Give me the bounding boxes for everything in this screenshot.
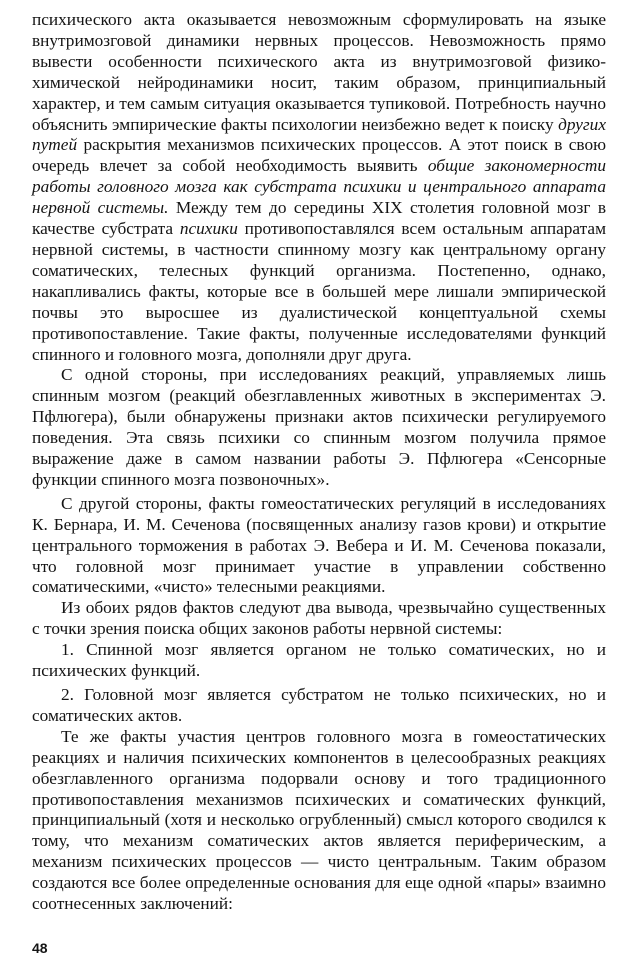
paragraph	[32, 685, 606, 727]
paragraph	[32, 598, 606, 640]
paragraph	[32, 727, 606, 915]
text-run: Между тем до середины XIX столетия головной мозг в качестве субстрата	[32, 198, 606, 239]
text-run: Из обоих рядов фактов следуют два вывода, чрезвычайно существенных с точки зрения поиска общих законов работы нервной системы:	[32, 598, 606, 639]
page-number: 48	[32, 940, 48, 956]
paragraph	[32, 365, 606, 490]
text-run: С одной стороны, при исследованиях реакций, управляемых лишь спинным мозгом (реакций обезглавленных животных в экспериментах Э. Пфлюгера), были обнаружены признаки актов психически регулируемого поведения. Эта связь психики со спинным мозгом получила прямое выражение даже в самом названии работы Э. Пфлюгера «Сенсорные функции спинного мозга позвоночных».	[32, 365, 606, 489]
page-body-text	[32, 10, 606, 915]
italic-emphasis: общие закономерности работы головного мозга как субстрата психики и центрального аппарата нервной системы.	[32, 156, 606, 218]
text-run: 1. Спинной мозг является органом не только соматических, но и психических функций.	[32, 640, 606, 681]
italic-emphasis: других путей	[32, 114, 606, 155]
paragraph	[32, 494, 606, 599]
text-run: 2. Головной мозг является субстратом не только психических, но и соматических актов.	[32, 685, 606, 725]
paragraph	[32, 10, 606, 365]
text-run: С другой стороны, факты гомеостатических регуляций в исследованиях К. Бернара, И. М. Сеченова (посвященных анализу газов крови) и открытие центрального торможения в работах Э. Вебера и И. М. Сеченова показали, что головной мозг принимает участие в управлении собственно соматическими, «чисто» телесными реакциями.	[32, 493, 606, 597]
text-run: Те же факты участия центров головного мозга в гомеостатических реакциях и наличия психических компонентов в целесообразных реакциях обезглавленного организма подорвали основу и того традиционного противопоставления механизмов психических и соматических функций, принципиальный (хотя и несколько огрубленный) смысл которого сводился к тому, что механизм соматических актов является периферическим, а механизм психических процессов — чисто центральным. Таким образом создаются все более определенные основания для еще одной «пары» взаимно соотнесенных заключений:	[32, 726, 606, 914]
text-run: психического акта оказывается невозможным сформулировать на языке внутримозговой динамики нервных процессов. Невозможность прямо вывести особенности психического акта из внутримозговой физико-химической нейродинамики носит, таким образом, принципиальный характер, и тем самым ситуация оказывается тупиковой. Потребность научно объяснить эмпирические факты психологии неизбежно ведет к поиску	[32, 10, 606, 134]
paragraph	[32, 640, 606, 682]
text-run: противопоставлялся всем остальным аппаратам нервной системы, в частности спинному мозгу как центральному органу соматических, телесных функций организма. Постепенно, однако, накапливались факты, которые все в большей мере лишали эмпирической почвы это выросшее из дуалистической концептуальной схемы противопоставление. Такие факты, полученные исследователями функций спинного и головного мозга, дополняли друг друга.	[32, 219, 607, 364]
text-run: раскрытия механизмов психических процессов. А этот поиск в свою очередь влечет за собой необходимость выявить	[32, 135, 606, 176]
italic-emphasis: психики	[179, 219, 238, 239]
